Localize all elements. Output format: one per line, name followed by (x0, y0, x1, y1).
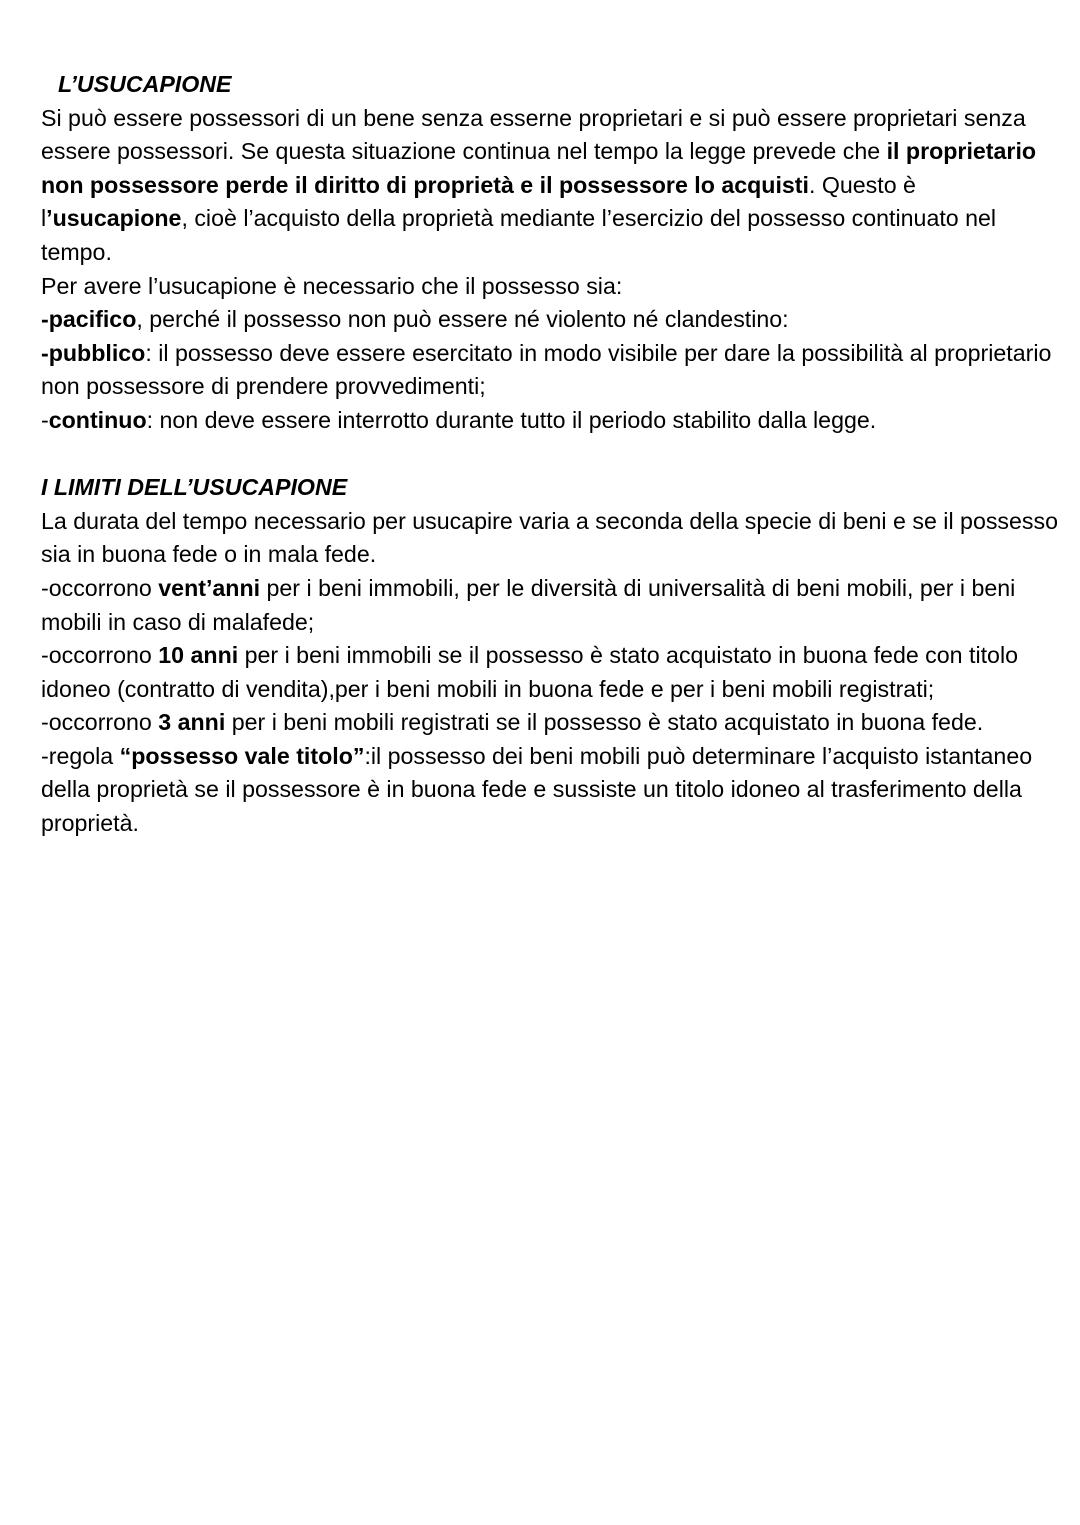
section-title-usucapione: L’USUCAPIONE (58, 71, 232, 97)
requirement-pubblico (41, 337, 1061, 404)
item-after: :il possesso dei beni mobili può determinare l’acquisto istantaneo della proprietà se il possessore è in buona fede e sussiste un titolo idoneo al trasferimento della proprietà. (41, 742, 1033, 837)
requirement-term: pubblico (48, 339, 146, 366)
item-bold: 10 anni (158, 642, 239, 669)
requirement-prefix: - (41, 406, 49, 433)
requirements-intro: Per avere l’usucapione è necessario che il possesso sia: (41, 272, 623, 299)
limiti-item-3-anni (41, 706, 1061, 740)
requirement-text: : il possesso deve essere esercitato in modo visibile per dare la possibilità al proprietario non possessore di prendere provvedimenti; (41, 339, 1052, 400)
limiti-item-10-anni (41, 639, 1061, 706)
intro-bold-2: ’usucapione (46, 205, 182, 232)
requirement-prefix: - (41, 339, 49, 366)
section-title-limiti: I LIMITI DELL’USUCAPIONE (41, 474, 348, 501)
item-after: per i beni immobili, per le diversità di universalità di beni mobili, per i beni mobili in caso di malafede; (41, 574, 1016, 635)
requirement-term: continuo (48, 406, 147, 433)
limiti-item-20-anni (41, 572, 1061, 639)
intro-paragraph (41, 102, 1061, 270)
item-bold: “possesso vale titolo” (119, 742, 365, 769)
requirement-text: : non deve essere interrotto durante tutto il periodo stabilito dalla legge. (146, 406, 877, 433)
requirement-pacifico (41, 303, 1061, 337)
item-after: per i beni mobili registrati se il possesso è stato acquistato in buona fede. (225, 709, 984, 736)
item-after: per i beni immobili se il possesso è stato acquistato in buona fede con titolo idoneo (contratto di vendita),per i beni mobili in buona fede e per i beni mobili registrati; (41, 642, 1018, 702)
requirement-continuo (41, 404, 1061, 438)
section-spacer (41, 438, 1061, 472)
requirement-term: pacifico (48, 306, 137, 333)
intro-text-3: , cioè l’acquisto della proprietà mediante l’esercizio del possesso continuato nel tempo. (41, 205, 997, 265)
item-bold: 3 anni (158, 709, 226, 736)
document-page (41, 68, 1061, 841)
item-bold: vent’anni (158, 574, 261, 601)
requirement-prefix: - (41, 306, 49, 333)
requirement-text: , perché il possesso non può essere né violento né clandestino: (136, 306, 789, 333)
item-before: -occorrono (41, 574, 159, 601)
intro-text-2: . Questo è l (41, 171, 916, 232)
intro-bold-1: il proprietario non possessore perde il diritto di proprietà e il possessore lo acquisti (41, 138, 1037, 198)
item-before: -occorrono (41, 642, 159, 669)
limiti-item-regola (41, 740, 1061, 841)
item-before: -occorrono (41, 709, 159, 736)
intro-text-1: Si può essere possessori di un bene senza esserne proprietari e si può essere proprietari senza essere possessori. Se questa situazione continua nel tempo la legge prevede che (41, 104, 1026, 165)
item-before: -regola (41, 742, 120, 769)
limiti-intro: La durata del tempo necessario per usucapire varia a seconda della specie di beni e se il possesso sia in buona fede o in mala fede. (41, 507, 1059, 568)
